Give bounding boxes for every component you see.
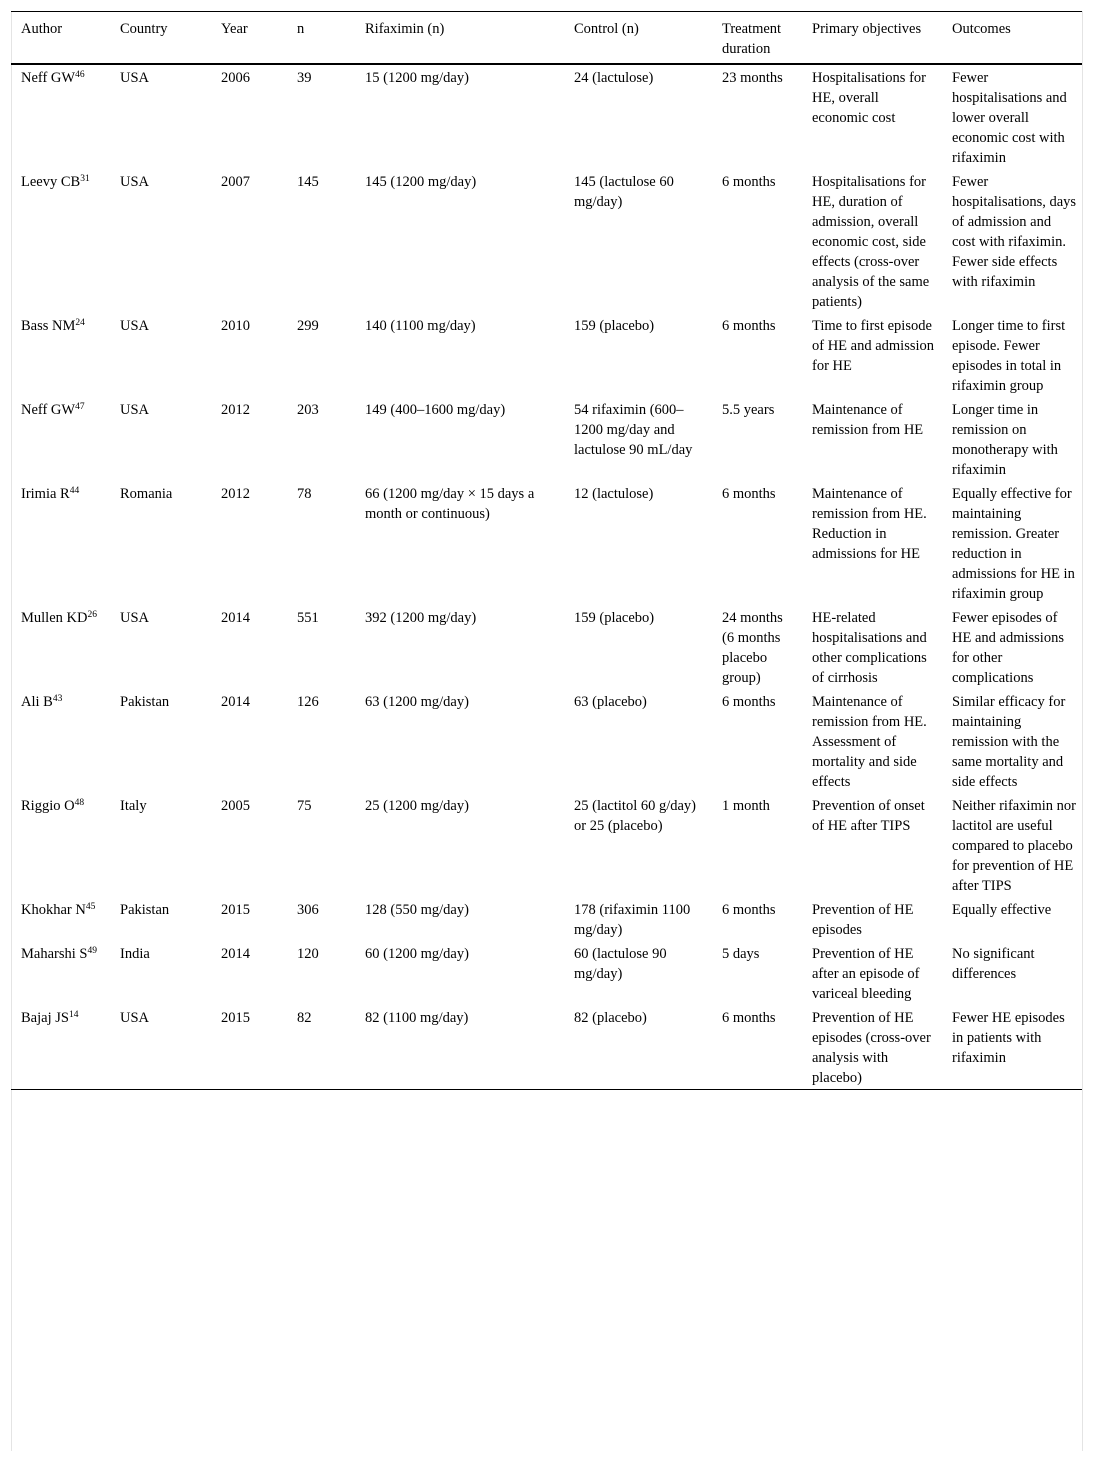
cell-country: USA [120, 174, 150, 190]
cell-rifaximin: 128 (550 mg/day) [365, 902, 469, 918]
cell-country: Italy [120, 798, 147, 814]
cell-objectives: Prevention of HE after an episode of variceal bleeding [812, 946, 920, 1002]
cell-n: 39 [297, 70, 312, 86]
cell-objectives: Prevention of onset of HE after TIPS [812, 798, 925, 834]
table-row [11, 897, 1082, 941]
author-name: Maharshi S [21, 946, 88, 962]
cell-year: 2014 [221, 694, 250, 710]
header-year: Year [221, 21, 248, 37]
cell-n: 203 [297, 402, 319, 418]
author-name: Bass NM [21, 318, 76, 334]
cell-rifaximin: 25 (1200 mg/day) [365, 798, 469, 814]
cell-n: 145 [297, 174, 319, 190]
cell-duration: 6 months [722, 486, 776, 502]
cell-objectives: Prevention of HE episodes [812, 902, 914, 938]
cell-author [11, 397, 110, 481]
cell-year: 2014 [221, 610, 250, 626]
cell-rifaximin: 60 (1200 mg/day) [365, 946, 469, 962]
cell-country: Pakistan [120, 694, 170, 710]
cell-year: 2006 [221, 70, 250, 86]
cell-n: 78 [297, 486, 312, 502]
table-row [11, 1005, 1082, 1090]
header-duration: Treatment duration [722, 21, 782, 57]
cell-country: Pakistan [120, 902, 170, 918]
study-table-container [11, 11, 1082, 1090]
cell-outcomes: Neither rifaximin nor lactitol are useful compared to placebo for prevention of HE after TIPS [952, 798, 1077, 894]
cell-n: 299 [297, 318, 319, 334]
cell-objectives: Time to first episode of HE and admission for HE [812, 318, 935, 374]
cell-n: 82 [297, 1010, 312, 1026]
table-row [11, 169, 1082, 313]
cell-objectives: Maintenance of remission from HE. Assessment of mortality and side effects [812, 694, 927, 790]
cell-duration: 6 months [722, 694, 776, 710]
table-row [11, 605, 1082, 689]
cell-author [11, 605, 110, 689]
cell-author [11, 689, 110, 793]
cell-objectives: Prevention of HE episodes (cross-over analysis with placebo) [812, 1010, 931, 1086]
cell-control: 12 (lactulose) [574, 486, 654, 502]
cell-control: 60 (lactulose 90 mg/day) [574, 946, 667, 982]
reference-number: 48 [74, 798, 85, 808]
cell-outcomes: Fewer episodes of HE and admissions for other complications [952, 610, 1064, 686]
cell-objectives: Maintenance of remission from HE. Reduction in admissions for HE [812, 486, 927, 562]
reference-number: 26 [87, 610, 97, 620]
header-control: Control (n) [574, 21, 639, 37]
table-row [11, 481, 1082, 605]
cell-year: 2014 [221, 946, 250, 962]
cell-year: 2007 [221, 174, 250, 190]
reference-number: 47 [75, 402, 85, 412]
cell-author [11, 1005, 110, 1090]
cell-outcomes: Fewer hospitalisations and lower overall economic cost with rifaximin [952, 70, 1067, 166]
reference-number: 24 [75, 318, 85, 328]
author-name: Ali B [21, 694, 53, 710]
author-name: Irimia R [21, 486, 70, 502]
header-country: Country [120, 21, 168, 37]
cell-year: 2005 [221, 798, 250, 814]
cell-outcomes: Fewer HE episodes in patients with rifaximin [952, 1010, 1065, 1066]
cell-country: USA [120, 1010, 150, 1026]
table-row [11, 313, 1082, 397]
cell-control: 54 rifaximin (600–1200 mg/day and lactulose 90 mL/day [574, 402, 693, 458]
cell-duration: 5.5 years [722, 402, 775, 418]
cell-country: USA [120, 318, 150, 334]
cell-author [11, 897, 110, 941]
author-name: Leevy CB [21, 174, 81, 190]
cell-outcomes: Similar efficacy for maintaining remission with the same mortality and side effects [952, 694, 1066, 790]
header-outcomes: Outcomes [952, 21, 1011, 37]
reference-number: 43 [52, 694, 63, 704]
cell-outcomes: No significant differences [952, 946, 1035, 982]
cell-year: 2015 [221, 1010, 250, 1026]
cell-year: 2015 [221, 902, 250, 918]
cell-n: 75 [297, 798, 312, 814]
cell-rifaximin: 15 (1200 mg/day) [365, 70, 469, 86]
reference-number: 14 [68, 1010, 79, 1020]
table-row [11, 689, 1082, 793]
cell-country: USA [120, 610, 150, 626]
author-name: Neff GW [21, 70, 76, 86]
cell-outcomes: Equally effective [952, 902, 1052, 918]
cell-control: 178 (rifaximin 1100 mg/day) [574, 902, 691, 938]
reference-number: 45 [85, 902, 96, 912]
author-name: Bajaj JS [21, 1010, 69, 1026]
author-name: Neff GW [21, 402, 76, 418]
cell-duration: 6 months [722, 174, 776, 190]
cell-control: 25 (lactitol 60 g/day) or 25 (placebo) [574, 798, 697, 834]
table-body [11, 64, 1082, 1090]
author-name: Khokhar N [21, 902, 86, 918]
cell-year: 2012 [221, 402, 250, 418]
cell-country: USA [120, 402, 150, 418]
cell-year: 2010 [221, 318, 250, 334]
reference-number: 44 [69, 486, 80, 496]
cell-outcomes: Equally effective for maintaining remission. Greater reduction in admissions for HE in rifaximin group [952, 486, 1075, 602]
cell-control: 82 (placebo) [574, 1010, 647, 1026]
cell-author [11, 313, 110, 397]
cell-control: 24 (lactulose) [574, 70, 654, 86]
cell-n: 551 [297, 610, 319, 626]
cell-author [11, 793, 110, 897]
cell-rifaximin: 63 (1200 mg/day) [365, 694, 469, 710]
reference-number: 46 [75, 70, 85, 80]
cell-country: Romania [120, 486, 173, 502]
cell-rifaximin: 82 (1100 mg/day) [365, 1010, 469, 1026]
cell-author [11, 64, 110, 169]
cell-outcomes: Longer time in remission on monotherapy with rifaximin [952, 402, 1058, 478]
cell-n: 120 [297, 946, 319, 962]
cell-n: 306 [297, 902, 319, 918]
cell-rifaximin: 149 (400–1600 mg/day) [365, 402, 506, 418]
cell-duration: 1 month [722, 798, 770, 814]
cell-control: 159 (placebo) [574, 610, 655, 626]
cell-n: 126 [297, 694, 319, 710]
cell-control: 63 (placebo) [574, 694, 647, 710]
table-row [11, 793, 1082, 897]
rifaximin-studies-table [11, 11, 1082, 1090]
table-header-row [11, 12, 1082, 65]
table-row [11, 64, 1082, 169]
cell-rifaximin: 145 (1200 mg/day) [365, 174, 477, 190]
cell-duration: 24 months (6 months placebo group) [722, 610, 783, 686]
cell-control: 159 (placebo) [574, 318, 655, 334]
cell-duration: 6 months [722, 1010, 776, 1026]
cell-control: 145 (lactulose 60 mg/day) [574, 174, 674, 210]
table-row [11, 941, 1082, 1005]
cell-objectives: Hospitalisations for HE, duration of admission, overall economic cost, side effects (cross-over analysis of the same patients) [812, 174, 930, 310]
header-n: n [297, 21, 305, 37]
reference-number: 49 [87, 946, 97, 956]
author-name: Riggio O [21, 798, 75, 814]
cell-country: USA [120, 70, 150, 86]
cell-objectives: HE-related hospitalisations and other complications of cirrhosis [812, 610, 927, 686]
cell-outcomes: Longer time to first episode. Fewer episodes in total in rifaximin group [952, 318, 1066, 394]
cell-outcomes: Fewer hospitalisations, days of admission and cost with rifaximin. Fewer side effects with rifaximin [952, 174, 1077, 290]
table-row [11, 397, 1082, 481]
author-name: Mullen KD [21, 610, 88, 626]
cell-duration: 5 days [722, 946, 760, 962]
cell-duration: 6 months [722, 318, 776, 334]
reference-number: 31 [80, 174, 90, 184]
cell-author [11, 169, 110, 313]
cell-author [11, 941, 110, 1005]
cell-duration: 6 months [722, 902, 776, 918]
cell-objectives: Hospitalisations for HE, overall economic cost [812, 70, 926, 126]
cell-country: India [120, 946, 150, 962]
cell-objectives: Maintenance of remission from HE [812, 402, 924, 438]
header-objectives: Primary objectives [812, 21, 922, 37]
cell-duration: 23 months [722, 70, 783, 86]
header-author: Author [21, 21, 63, 37]
header-rifaximin: Rifaximin (n) [365, 21, 445, 37]
cell-year: 2012 [221, 486, 250, 502]
cell-rifaximin: 392 (1200 mg/day) [365, 610, 477, 626]
cell-author [11, 481, 110, 605]
cell-rifaximin: 66 (1200 mg/day × 15 days a month or continuous) [365, 486, 535, 522]
cell-rifaximin: 140 (1100 mg/day) [365, 318, 476, 334]
